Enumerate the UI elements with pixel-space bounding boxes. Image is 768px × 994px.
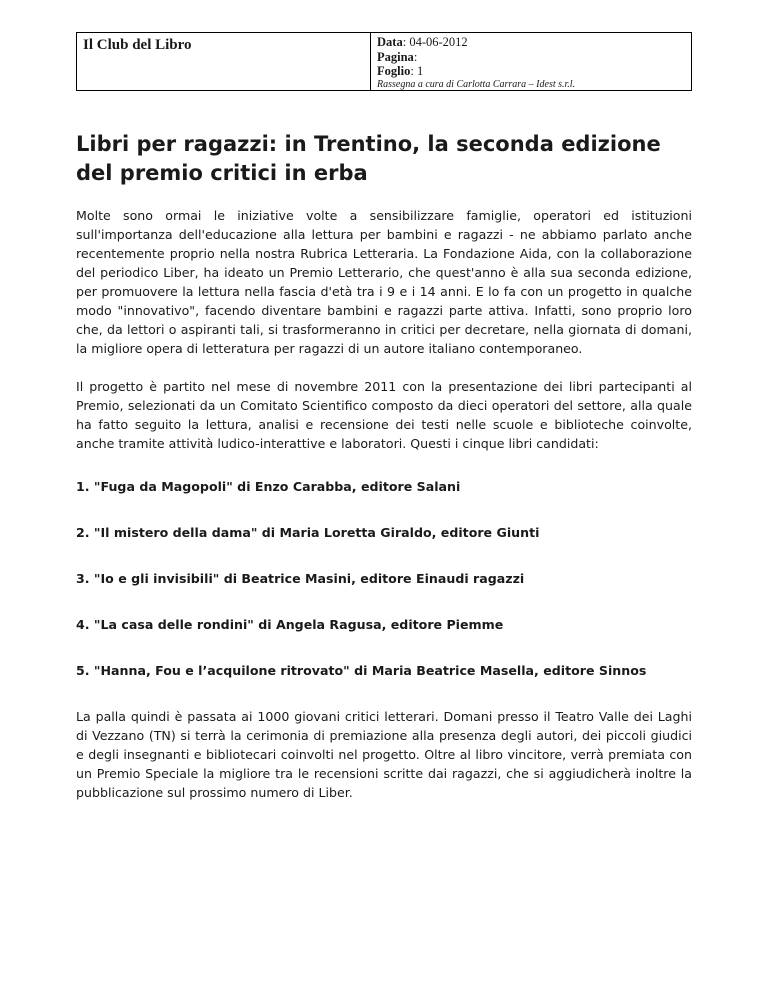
- sheet-value: 1: [416, 64, 424, 78]
- publication-name: Il Club del Libro: [83, 37, 192, 53]
- book-item: 4. "La casa delle rondini" di Angela Ragusa, editore Piemme: [76, 617, 504, 632]
- credit-line: Rassegna a cura di Carlotta Carrara – Idest s.r.l.: [377, 78, 576, 90]
- publication-cell: [77, 33, 371, 90]
- date-line: Data: 04-06-2012: [377, 35, 468, 49]
- sheet-label: Foglio: [377, 64, 411, 78]
- book-item: 5. "Hanna, Fou e l’acquilone ritrovato" di Maria Beatrice Masella, editore Sinnos: [76, 663, 647, 678]
- sheet-line: Foglio: 1: [377, 64, 424, 78]
- date-label: Data: [377, 35, 403, 49]
- metadata-cell: [371, 33, 691, 90]
- article-title: Libri per ragazzi: in Trentino, la seconda edizione del premio critici in erba: [76, 132, 661, 185]
- paragraph-ceremony: La palla quindi è passata ai 1000 giovani critici letterari. Domani presso il Teatro Valle dei Laghi di Vezzano (TN) si terrà la cerimonia di premiazione alla presenza degli autori, dei piccoli giudici e degli insegnanti e bibliotecari coinvolti nel progetto. Oltre al libro vincitore, verrà premiata con un Premio Speciale la migliore tra le recensioni scritte dai ragazzi, che si aggiudicherà inoltre la pubblicazione sul prossimo numero di Liber.: [76, 709, 692, 800]
- page-label: Pagina: [377, 49, 414, 64]
- document-header: [76, 32, 692, 91]
- book-item: 2. "Il mistero della dama" di Maria Loretta Giraldo, editore Giunti: [76, 525, 540, 540]
- page-line: Pagina:: [377, 49, 418, 64]
- paragraph-intro: Molte sono ormai le iniziative volte a sensibilizzare famiglie, operatori ed istituzioni sull'importanza dell'educazione alla lettura per bambini e ragazzi - ne abbiamo parlato anche recentemente proprio nella nostra Rubrica Letteraria. La Fondazione Aida, con la collaborazione del periodico Liber, ha ideato un Premio Letterario, che quest'anno è alla sua seconda edizione, per promuovere la lettura nella fascia d'età tra i 9 e i 14 anni. E lo fa con un progetto in qualche modo "innovativo", facendo diventare bambini e ragazzi parte attiva. Infatti, sono proprio loro che, da lettori o aspiranti tali, si trasformeranno in critici per decretare, nella giornata di domani, la migliore opera di letteratura per ragazzi di un autore italiano contemporaneo.: [76, 208, 692, 356]
- book-item: 3. "Io e gli invisibili" di Beatrice Masini, editore Einaudi ragazzi: [76, 571, 525, 586]
- date-value: 04-06-2012: [409, 35, 468, 49]
- book-item: 1. "Fuga da Magopoli" di Enzo Carabba, editore Salani: [76, 479, 461, 494]
- article-body: [76, 206, 692, 802]
- paragraph-project: Il progetto è partito nel mese di novembre 2011 con la presentazione dei libri partecipanti al Premio, selezionati da un Comitato Scientifico composto da dieci operatori del settore, alla quale ha fatto seguito la lettura, analisi e recensione dei testi nelle scuole e biblioteche coinvolte, anche tramite attività ludico-interattive e laboratori. Questi i cinque libri candidati:: [76, 379, 692, 451]
